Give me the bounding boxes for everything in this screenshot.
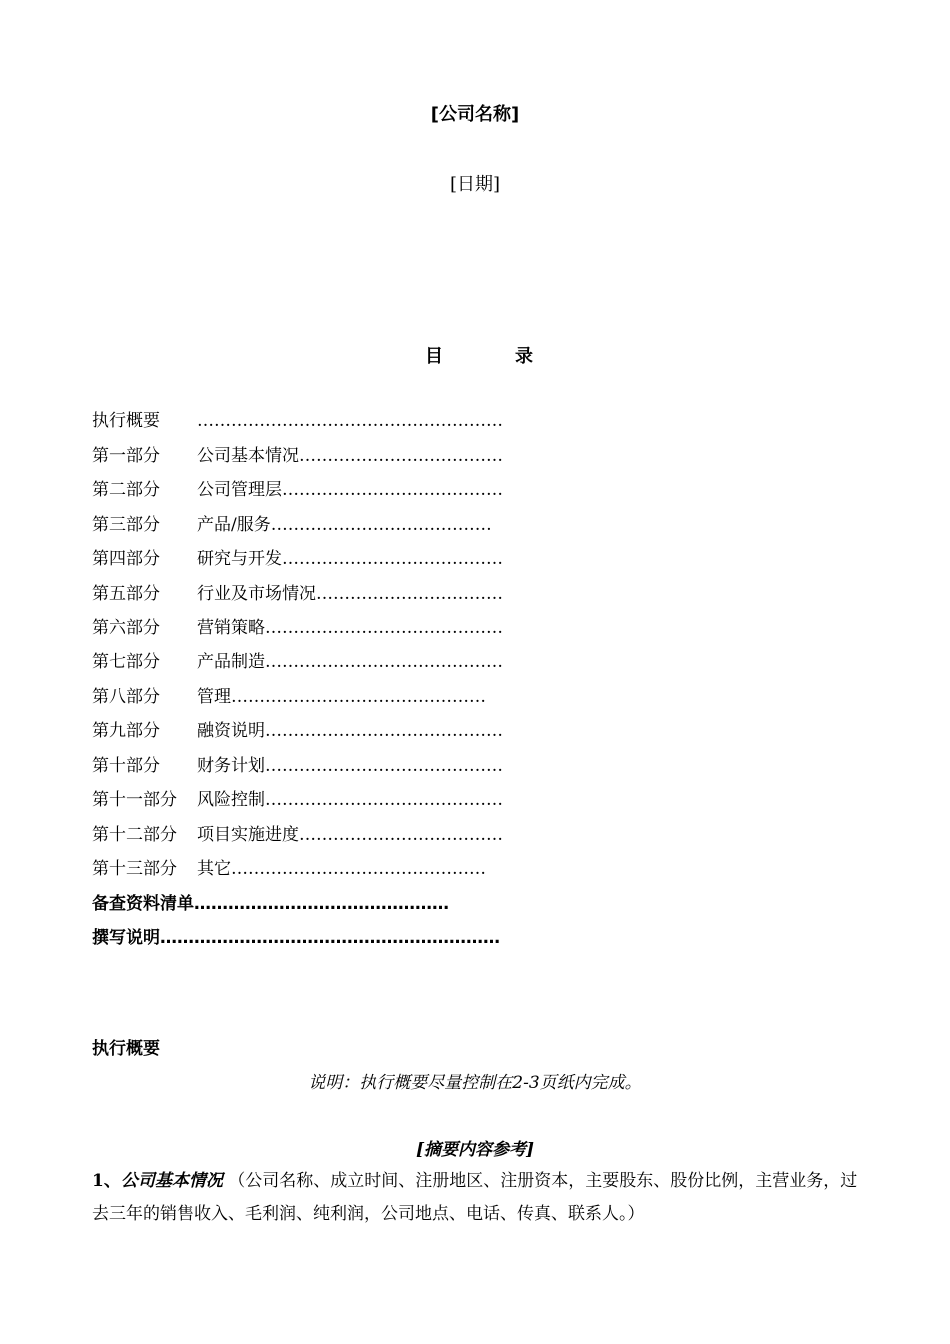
summary-reference: [摘要内容参考] [415,1140,535,1160]
summary-note: 说明：执行概要尽量控制在2-3页纸内完成。 [308,1073,642,1093]
toc-entry-dots: …………………………………… [265,652,503,672]
toc-entry[interactable] [92,514,492,536]
toc-entry-dots: ………………………………… [282,480,503,500]
toc-entry-title: 财务计划 [197,756,265,776]
toc-entry-title: 融资说明 [197,721,265,741]
item-number: 1、 [92,1171,121,1191]
toc-entry[interactable] [92,824,503,846]
toc-entry[interactable] [92,548,503,570]
toc-entry-part: 第八部分 [92,687,160,707]
item-heading: 公司基本情况 [120,1171,223,1191]
toc-entry-dots: ……………………………………………… [197,411,503,431]
toc-entry-part: 第十部分 [92,756,160,776]
toc-entry-part: 第二部分 [92,480,160,500]
toc-entry-dots: ……………………………………… [231,859,486,879]
toc-entry-dots: …………………………………… [265,790,503,810]
item-text: （公司名称、成立时间、注册地区、注册资本，主要股东、股份比例，主营业务，过去三年的销售收入、毛利润、纯利润，公司地点、电话、传真、联系人。） [92,1171,858,1224]
toc-entry-part: 执行概要 [92,411,160,431]
toc-entry-title: 产品/服务 [197,515,271,535]
toc-entry-title: 风险控制 [197,790,265,810]
toc-entry-dots: ……………………………………… [231,687,486,707]
summary-item-1 [92,1165,862,1231]
toc-entry-part: 第三部分 [92,515,160,535]
toc-title-right: 录 [515,346,533,367]
toc-entry[interactable] [92,479,503,501]
toc-entry-part: 第五部分 [92,584,160,604]
toc-entry-title: 其它 [197,859,231,879]
toc-entry[interactable] [92,445,503,467]
toc-entry-dots: …………………………………… [265,756,503,776]
toc-title-left: 目 [425,346,443,367]
toc-appendix-dots: ……………………………………… [194,894,449,914]
toc-entry-appendix[interactable] [92,893,449,915]
toc-entry-dots: ………………………………… [270,515,492,535]
toc-entry-part: 第九部分 [92,721,160,741]
toc-entry-dots: …………………………… [316,584,503,604]
toc-entry-part: 第一部分 [92,446,160,466]
summary-heading: 执行概要 [92,1039,160,1059]
toc-entry[interactable] [92,686,486,708]
toc-entry-dots: …………………………………… [265,618,503,638]
toc-entry-title: 管理 [197,687,231,707]
toc-entry[interactable] [92,755,503,777]
toc-entry[interactable] [92,858,486,880]
toc-entry[interactable] [92,720,503,742]
toc-entry-title: 公司基本情况 [197,446,299,466]
toc-entry-part: 第六部分 [92,618,160,638]
toc-entry[interactable] [92,789,503,811]
toc-entry-part: 第十一部分 [92,790,177,810]
date-placeholder: [日期] [449,174,501,195]
toc-writing-title: 撰写说明 [92,928,160,948]
toc-entry-dots: ………………………………… [282,549,503,569]
toc-appendix-title: 备查资料清单 [92,894,194,914]
toc-entry-title: 项目实施进度 [197,825,299,845]
toc-entry-dots: ……………………………… [299,825,503,845]
toc-entry[interactable] [92,651,503,673]
toc-entry-part: 第四部分 [92,549,160,569]
toc-entry[interactable] [92,583,503,605]
toc-entry[interactable] [92,617,503,639]
toc-title [425,342,533,368]
toc-entry-writing[interactable] [92,927,500,949]
toc-entry-title: 营销策略 [197,618,265,638]
toc-entry-title: 行业及市场情况 [197,584,316,604]
toc-entry-title: 公司管理层 [197,480,282,500]
toc-entry[interactable] [92,410,503,432]
toc-entry-dots: …………………………………… [265,721,503,741]
toc-entry-title: 产品制造 [197,652,265,672]
toc-entry-part: 第十二部分 [92,825,177,845]
toc-entry-part: 第七部分 [92,652,160,672]
toc-entry-title: 研究与开发 [197,549,282,569]
toc-writing-dots: …………………………………………………… [160,928,500,948]
toc-entry-part: 第十三部分 [92,859,177,879]
company-name-placeholder: [公司名称] [430,104,520,125]
toc-entry-dots: ……………………………… [299,446,503,466]
